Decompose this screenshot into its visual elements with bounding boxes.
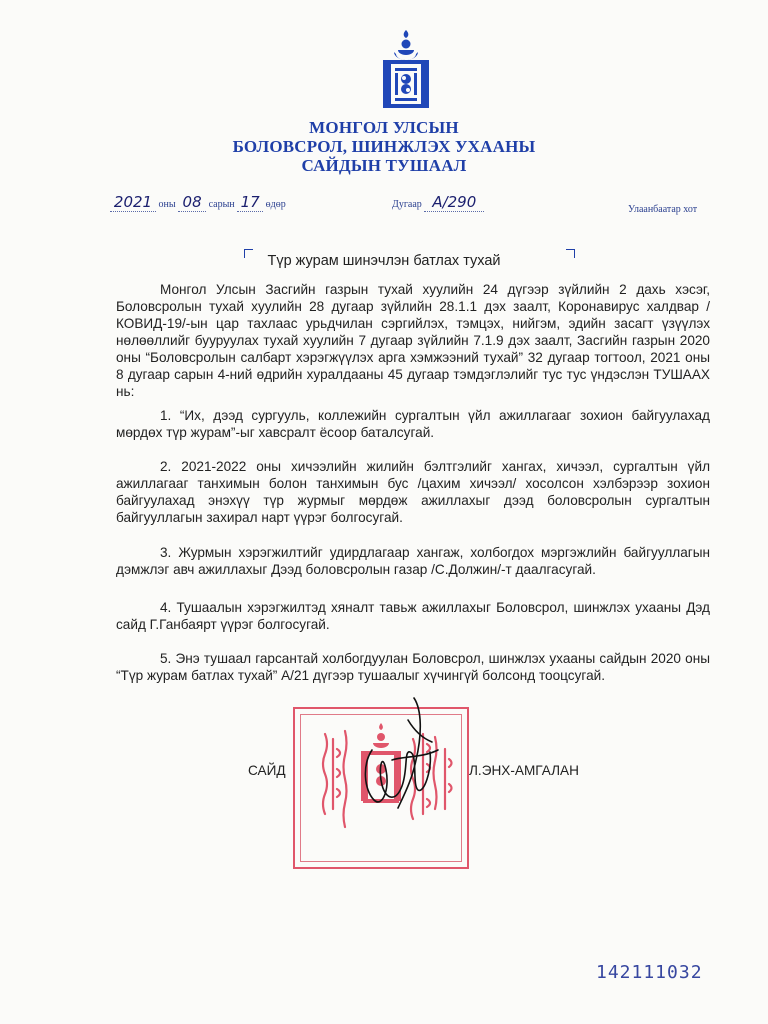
order-number: А/290 [424, 193, 484, 212]
order-item-text: 1. “Их, дээд сургууль, коллежийн сургалтын үйл ажиллагааг зохион байгуулахад мөрдөх түр журам”-ыг хавсралт ёсоор баталсугай. [116, 408, 710, 440]
date-month: 08 [178, 193, 206, 212]
preamble-paragraph [116, 281, 710, 400]
state-emblem-icon [381, 28, 431, 114]
order-item-1 [116, 407, 710, 441]
date-day-label: өдөр [265, 199, 286, 210]
order-item-5 [116, 650, 710, 684]
signature-title: САЙД [248, 763, 286, 778]
header-line-country: МОНГОЛ УЛСЫН [309, 118, 459, 137]
order-item-3 [116, 544, 710, 578]
order-item-4 [116, 599, 710, 633]
order-number-label: Дугаар [392, 199, 422, 210]
order-item-2 [116, 458, 710, 526]
signature-name: Л.ЭНХ-АМГАЛАН [469, 763, 579, 778]
document-title: Түр журам шинэчлэн батлах тухай [267, 253, 501, 269]
order-item-text: 4. Тушаалын хэрэгжилтэд хяналт тавьж ажиллахыг Боловсрол, шинжлэх ухааны Дэд сайд Г.Ганбаярт үүрэг болгосугай. [116, 600, 710, 632]
header-line-order: САЙДЫН ТУШААЛ [301, 156, 467, 175]
date-year: 2021 [110, 193, 156, 212]
date-year-label: оны [158, 199, 176, 210]
date-day: 17 [237, 193, 263, 212]
preamble-text: Монгол Улсын Засгийн газрын тухай хуулийн 24 дүгээр зүйлийн 2 дахь хэсэг, Боловсролын тухай хуулийн 28 дугаар зүйлийн 28.1.1 дэх заалт, Коронавирус халдвар /КОВИД-19/-ын цар тахлаас урьдчилан сэргийлэх, тэмцэх, нийгэм, эдийн засагт үзүүлэх нөлөөллийг бууруулах тухай хуулийн 7 дугаар зүйлийн 7.1.9 дэх заалт, Засгийн газрын 2020 оны “Боловсролын салбарт хэрэгжүүлэх арга хэмжээний тухай” 32 дугаар тогтоол, 2021 оны 8 дугаар сарын 4-ний өдрийн хуралдааны 45 дугаар тэмдэглэлийг тус тус үндэслэн ТУШААХ нь: [116, 282, 710, 399]
header-line-ministry: БОЛОВСРОЛ, ШИНЖЛЭХ УХААНЫ [232, 137, 536, 156]
order-item-text: 3. Журмын хэрэгжилтийг удирдлагаар хангаж, холбогдох мэргэжлийн байгууллагын дэмжлэг авч ажиллахыг Дээд боловсролын газар /С.Должин/-т даалгасугай. [116, 545, 710, 577]
handwritten-signature [352, 690, 452, 830]
order-item-text: 2. 2021-2022 оны хичээлийн жилийн бэлтгэлийг хангах, хичээл, сургалтын үйл ажиллагааг танхимын болон танхимын бус /цахим хичээл/ хосолсон хэлбэрээр зохион байгуулахад энэхүү түр журмыг мөрдөж ажиллахыг дээд боловсролын сургалтын байгууллагын захирал нарт үүрэг болгосугай. [116, 459, 710, 525]
order-number-field [392, 193, 484, 212]
date-month-label: сарын [208, 199, 235, 210]
city: Улаанбаатар хот [628, 204, 698, 215]
order-item-text: 5. Энэ тушаал гарсантай холбогдуулан Боловсрол, шинжлэх ухааны сайдын 2020 оны “Түр журам батлах тухай” А/21 дүгээр тушаалыг хүчингүй болсонд тооцсугай. [116, 651, 710, 683]
serial-number: 142111032 [596, 962, 703, 983]
ministry-header [0, 118, 768, 175]
date-field [110, 193, 286, 212]
